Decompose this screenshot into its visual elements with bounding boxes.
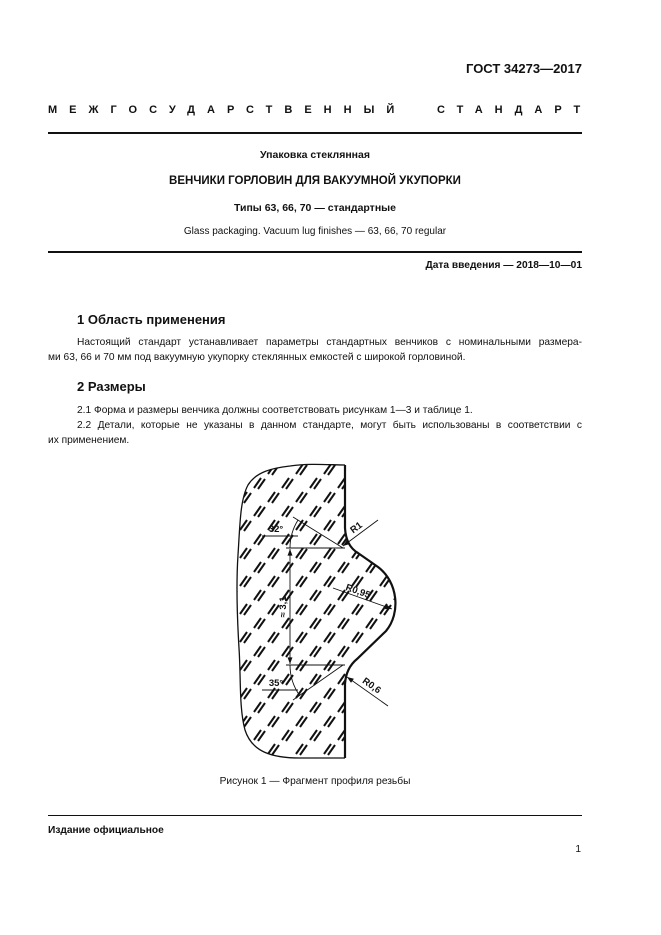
angle-bottom-label: 35° [268, 678, 284, 689]
hatched-glass-section [237, 464, 396, 758]
title-subtitle: Типы 63, 66, 70 — стандартные [234, 202, 396, 214]
figure-caption: Рисунок 1 — Фрагмент профиля резьбы [219, 776, 411, 787]
document-number: ГОСТ 34273—2017 [466, 61, 582, 76]
section-heading-dimensions: 2 Размеры [77, 379, 146, 394]
radius-bottom-label: R0,6 [360, 675, 383, 697]
angle-top-label: 32° [268, 524, 284, 535]
paragraph-line: их применением. [48, 435, 130, 446]
standard-type-word-1: МЕЖГОСУДАРСТВЕННЫЙ [48, 104, 407, 116]
title-rule [48, 251, 582, 253]
edition-note: Издание официальное [48, 825, 164, 836]
radius-crest-label: R0,95 [344, 582, 372, 602]
title-name: ВЕНЧИКИ ГОРЛОВИН ДЛЯ ВАКУУМНОЙ УКУПОРКИ [169, 175, 461, 187]
effective-date: Дата введения — 2018—10—01 [425, 260, 582, 271]
footer-rule [48, 815, 582, 816]
height-label: ≈ 3,1 [278, 596, 289, 618]
section-heading-scope: 1 Область применения [77, 312, 226, 327]
paragraph-line: 2.1 Форма и размеры венчика должны соответствовать рисункам 1—3 и таблице 1. [77, 405, 473, 416]
header-rule [48, 132, 582, 134]
paragraph-line: ми 63, 66 и 70 мм под вакуумную укупорку стеклянных емкостей с широкой горловиной. [48, 352, 466, 363]
title-category: Упаковка стеклянная [260, 149, 370, 161]
standard-type-word-2: СТАНДАРТ [437, 104, 593, 116]
page-number: 1 [575, 844, 581, 855]
thread-profile-figure [225, 455, 415, 773]
radius-r1-label: R1 [348, 519, 365, 537]
paragraph-line: 2.2 Детали, которые не указаны в данном стандарте, могут быть использованы в соответствии с [77, 420, 582, 431]
title-english: Glass packaging. Vacuum lug finishes — 63, 66, 70 regular [183, 226, 447, 237]
paragraph-line: Настоящий стандарт устанавливает параметры стандартных венчиков с номинальными размера- [77, 337, 582, 348]
